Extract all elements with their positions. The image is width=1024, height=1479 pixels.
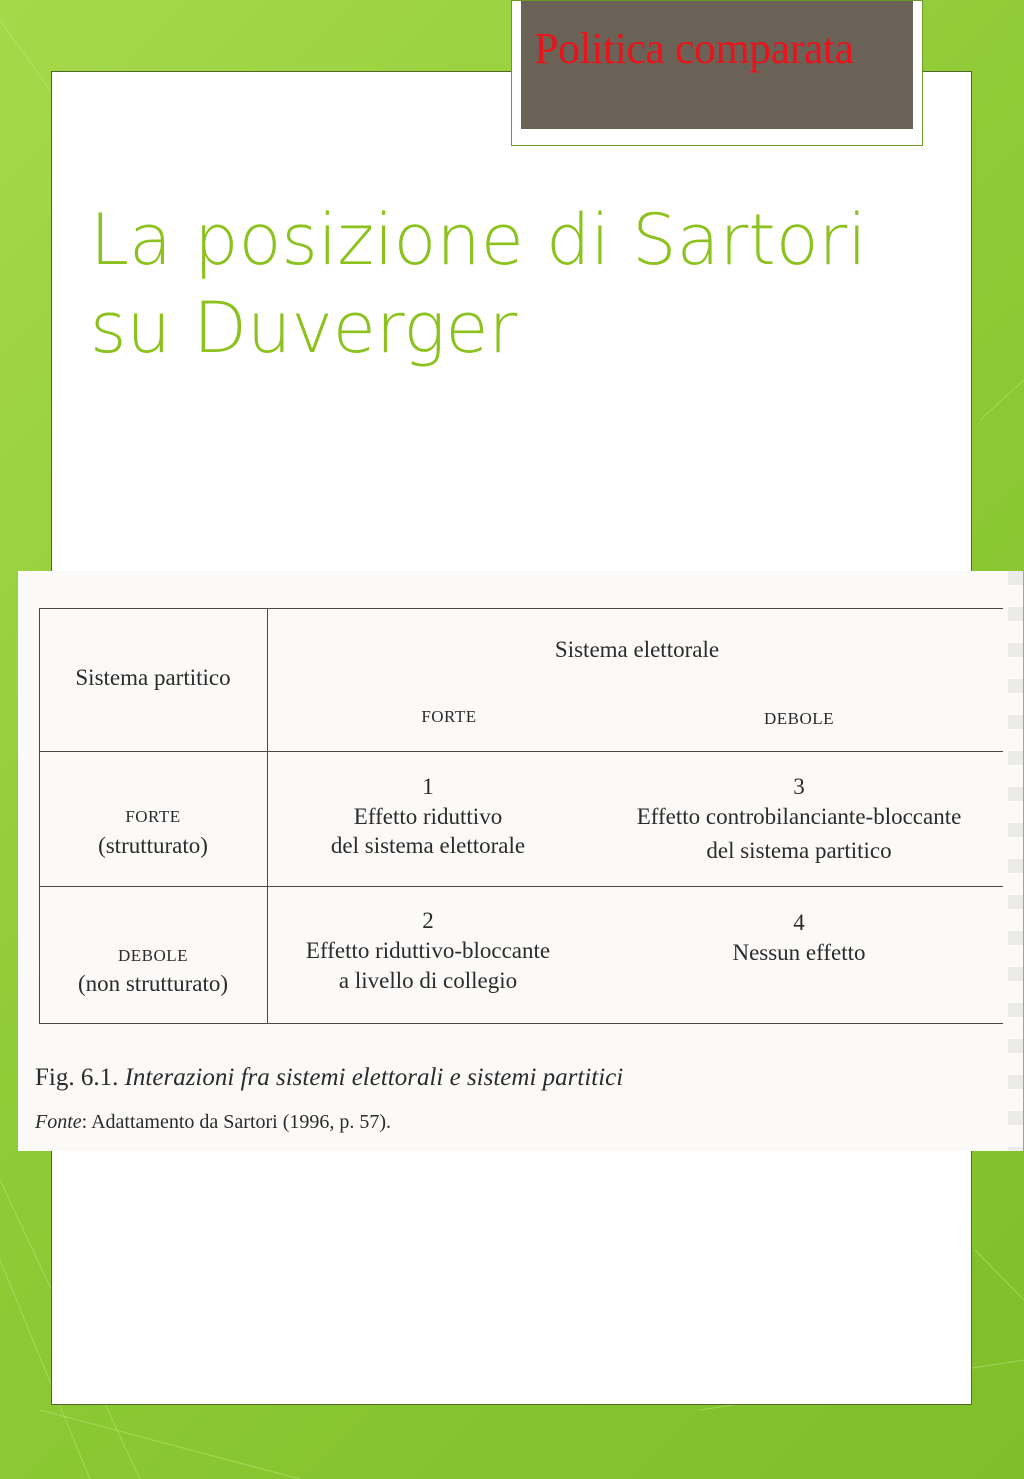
cell-text: a livello di collegio xyxy=(338,968,518,993)
slide-title: La posizione di Sartori su Duverger xyxy=(90,199,867,369)
interaction-table xyxy=(39,608,1023,1024)
cell-text: del sistema elettorale xyxy=(330,833,526,858)
figure-source: Fonte: Adattamento da Sartori (1996, p. 57). xyxy=(35,1111,392,1133)
row-label: FORTE xyxy=(125,807,181,826)
cell-text: Effetto riduttivo xyxy=(353,804,503,829)
cell-text: Nessun effetto xyxy=(732,940,866,965)
header-label: Politica comparata xyxy=(534,24,854,73)
row-label: DEBOLE xyxy=(117,946,189,965)
figure-caption: Fig. 6.1. Interazioni fra sistemi elettorali e sistemi partitici xyxy=(35,1064,624,1091)
cell-number: 1 xyxy=(422,774,434,799)
row-sublabel: (non strutturato) xyxy=(77,971,229,996)
cell-text: del sistema partitico xyxy=(706,838,892,863)
row-sublabel: (strutturato) xyxy=(98,833,208,858)
cell-number: 3 xyxy=(793,774,805,799)
column-forte: FORTE xyxy=(421,707,477,726)
header-box xyxy=(511,0,923,146)
column-debole: DEBOLE xyxy=(763,709,835,728)
column-header: Sistema elettorale xyxy=(554,637,720,662)
row-header: Sistema partitico xyxy=(75,665,231,690)
cell-number: 2 xyxy=(422,908,434,933)
cell-text: Effetto riduttivo-bloccante xyxy=(305,938,551,963)
cell-number: 4 xyxy=(793,910,805,935)
cell-text: Effetto controbilanciante-bloccante xyxy=(636,804,962,829)
figure-image xyxy=(18,571,1023,1151)
